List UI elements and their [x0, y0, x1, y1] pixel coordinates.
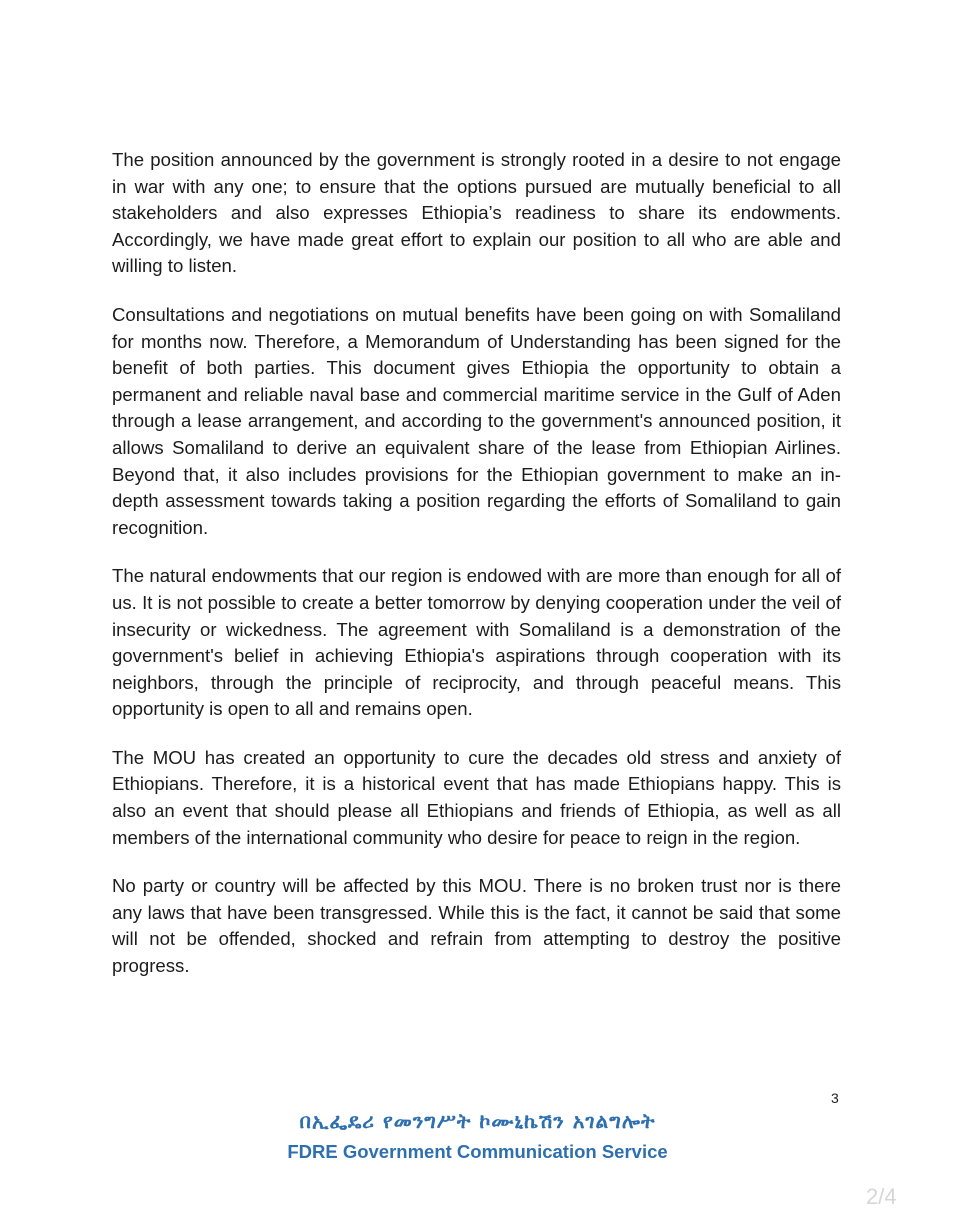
document-body	[112, 147, 841, 1002]
paragraph-2: Consultations and negotiations on mutual benefits have been going on with Somaliland for months now. Therefore, a Memorandum of Understanding has been signed for the benefit of both parties. This document gives Ethiopia the opportunity to obtain a permanent and reliable naval base and commercial maritime service in the Gulf of Aden through a lease arrangement, and according to the government's announced position, it allows Somaliland to derive an equivalent share of the lease from Ethiopian Airlines. Beyond that, it also includes provisions for the Ethiopian government to make an in-depth assessment towards taking a position regarding the efforts of Somaliland to gain recognition.	[112, 303, 841, 538]
paragraph-1: The position announced by the government is strongly rooted in a desire to not engage in war with any one; to ensure that the options pursued are mutually beneficial to all stakeholders and also expresses Ethiopia’s readiness to share its endowments. Accordingly, we have made great effort to explain our position to all who are able and willing to listen.	[112, 149, 841, 277]
image-counter: 2/4	[866, 1184, 897, 1209]
footer-amharic-title: በኢፌዴሪ የመንግሥት ኮሙኒኬሽን አገልግሎት	[299, 1109, 656, 1133]
paragraph-3: The natural endowments that our region is endowed with are more than enough for all of us. It is not possible to create a better tomorrow by denying cooperation under the veil of insecurity or wickedness. The agreement with Somaliland is a demonstration of the government's belief in achieving Ethiopia's aspirations through cooperation with its neighbors, through the principle of reciprocity, and through peaceful means. This opportunity is open to all and remains open.	[112, 565, 841, 720]
paragraph-4: The MOU has created an opportunity to cure the decades old stress and anxiety of Ethiopians. Therefore, it is a historical event that has made Ethiopians happy. This is also an event that should please all Ethiopians and friends of Ethiopia, as well as all members of the international community who desire for peace to reign in the region.	[112, 746, 841, 848]
paragraph-5: No party or country will be affected by this MOU. There is no broken trust nor is there any laws that have been transgressed. While this is the fact, it cannot be said that some will not be offended, shocked and refrain from attempting to destroy the positive progress.	[112, 875, 841, 977]
footer-english-title: FDRE Government Communication Service	[287, 1141, 668, 1162]
page-number: 3	[831, 1090, 839, 1106]
